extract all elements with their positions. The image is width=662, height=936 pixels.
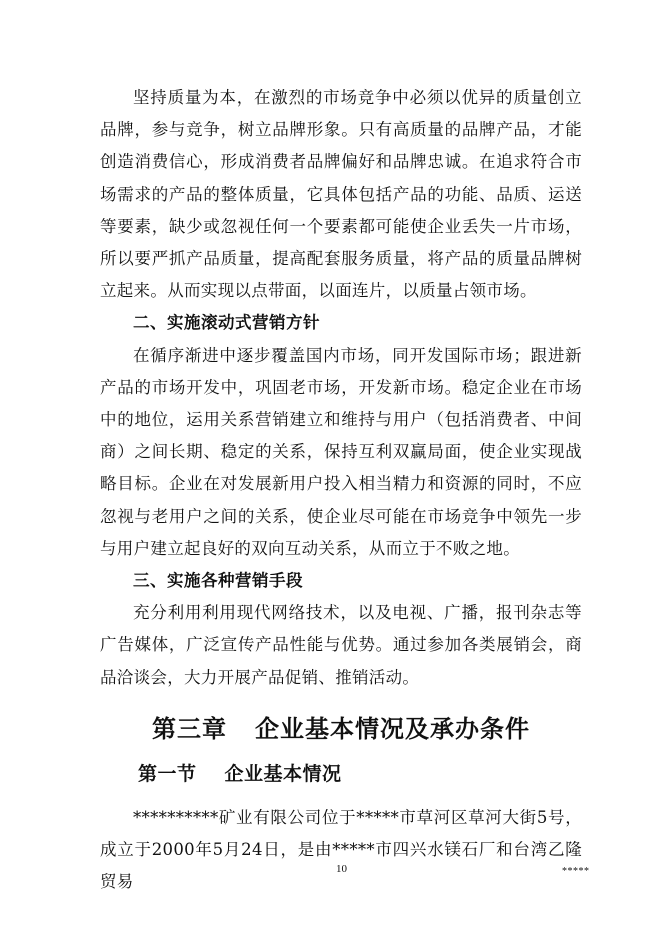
section-title — [100, 754, 582, 794]
heading-marketing-means: 三、实施各种营销手段 — [133, 571, 303, 591]
paragraph-quality: 坚持质量为本，在激烈的市场竞争中必须以优异的质量创立品牌，参与竞争，树立品牌形象。只有高质量的品牌产品，才能创造消费信心，形成消费者品牌偏好和品牌忠诚。在追求符合市场需求的产品的整体质量，它具体包括产品的功能、品质、运送等要素，缺少或忽视任何一个要素都可能使企业丢失一片市场，所以要严抓产品质量，提高配套服务质量，将产品的质量品牌树立起来。从而实现以点带面，以面连片，以质量占领市场。 — [100, 88, 582, 301]
footer-mark: ***** — [562, 866, 590, 877]
section-number: 第一节 — [138, 762, 197, 785]
heading-rolling-marketing: 二、实施滚动式营销方针 — [133, 313, 320, 333]
chapter-title — [100, 704, 582, 754]
page-number: 10 — [336, 863, 347, 875]
paragraph-media-promotion: 充分利用利用现代网络技术，以及电视、广播，报刊杂志等广告媒体，广泛宣传产品性能与优势。通过参加各类展销会，商品洽谈会，大力开展产品促销、推销活动。 — [100, 603, 582, 687]
section-name: 企业基本情况 — [224, 762, 342, 785]
paragraph-company-intro: **********矿业有限公司位于*****市草河区草河大街5号，成立于2000年5月24日，是由*****市四兴水镁石厂和台湾乙隆贸易 — [100, 807, 582, 892]
paragraph-market-coverage: 在循序渐进中逐步覆盖国内市场，同开发国际市场；跟进新产品的市场开发中，巩固老市场，开发新市场。稳定企业在市场中的地位，运用关系营销建立和维持与用户（包括消费者、中间商）之间长期、稳定的关系，保持互利双赢局面，使企业实现战略目标。企业在对发展新用户投入相当精力和资源的同时，不应忽视与老用户之间的关系，使企业尽可能在市场竞争中领先一步与用户建立起良好的双向互动关系，从而立于不败之地。 — [100, 345, 582, 558]
page-content — [100, 82, 582, 898]
chapter-number: 第三章 — [152, 713, 227, 743]
chapter-name: 企业基本情况及承办条件 — [255, 713, 530, 743]
